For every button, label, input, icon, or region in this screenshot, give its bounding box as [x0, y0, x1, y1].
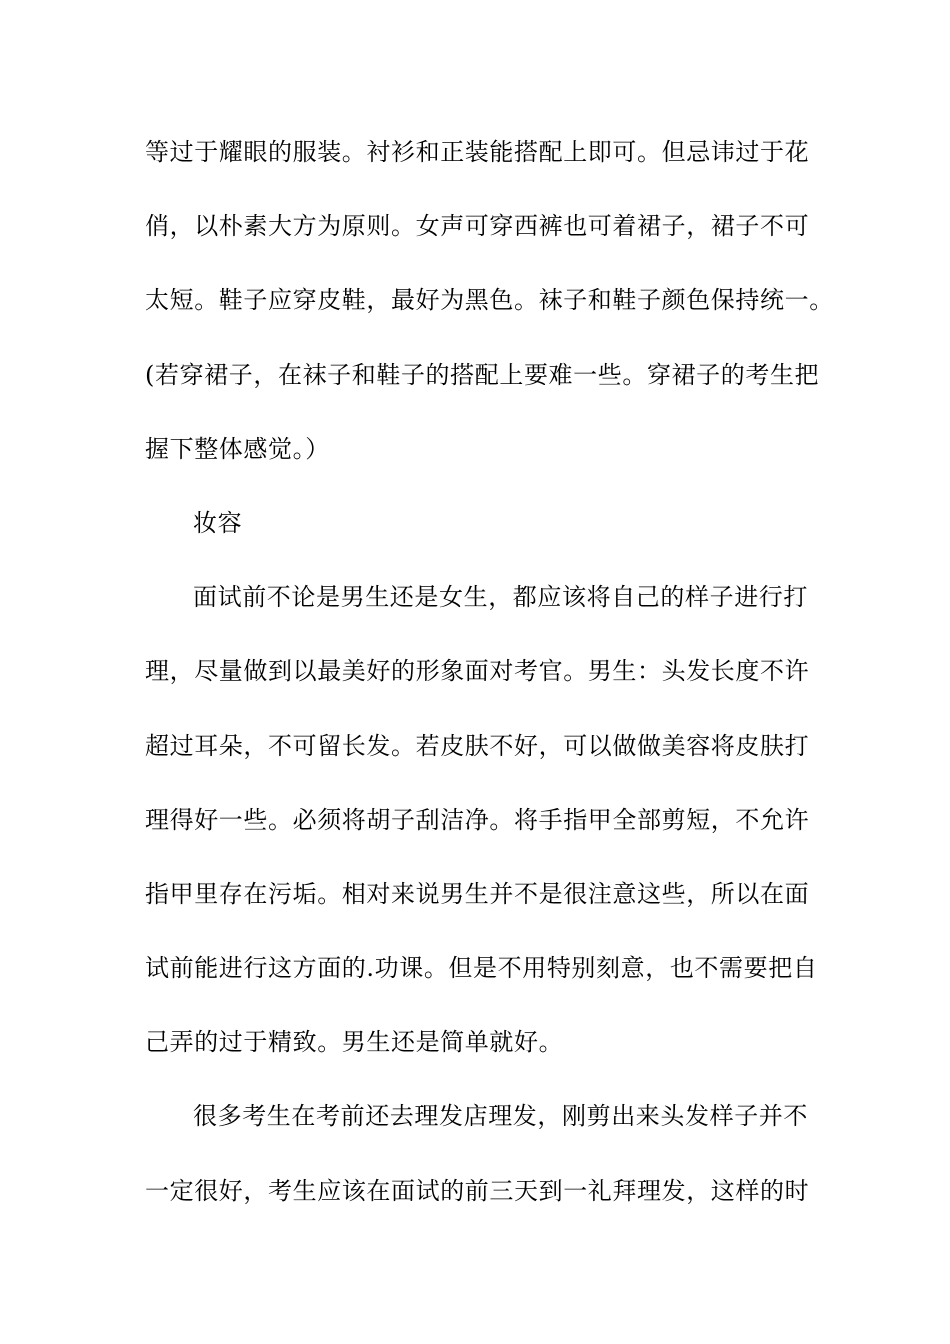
- text-line: 面试前不论是男生还是女生，都应该将自己的样子进行打: [193, 583, 808, 612]
- text-line: 超过耳朵，不可留长发。若皮肤不好，可以做做美容将皮肤打: [145, 731, 810, 760]
- text-line: 理，尽量做到以最美好的形象面对考官。男生：头发长度不许: [145, 657, 810, 686]
- text-line: 很多考生在考前还去理发店理发，刚剪出来头发样子并不: [193, 1102, 808, 1131]
- text-line: 太短。鞋子应穿皮鞋，最好为黑色。袜子和鞋子颜色保持统一。: [145, 286, 834, 315]
- text-line: (若穿裙子，在袜子和鞋子的搭配上要难一些。穿裙子的考生把: [145, 360, 820, 389]
- body-text: [145, 128, 834, 1241]
- text-line: 指甲里存在污垢。相对来说男生并不是很注意这些，所以在面: [145, 879, 810, 908]
- text-line: 等过于耀眼的服装。衬衫和正装能搭配上即可。但忌讳过于花: [145, 138, 810, 166]
- text-line: 己弄的过于精致。男生还是简单就好。: [145, 1028, 564, 1057]
- text-line: 试前能进行这方面的.功课。但是不用特别刻意，也不需要把自: [145, 954, 818, 983]
- section-heading: 妆容: [193, 508, 243, 537]
- text-line: 一定很好，考生应该在面试的前三天到一礼拜理发，这样的时: [145, 1176, 810, 1205]
- text-line: 握下整体感觉。）: [145, 434, 330, 463]
- text-line: 理得好一些。必须将胡子刮洁净。将手指甲全部剪短，不允许: [145, 805, 810, 834]
- text-line: 俏，以朴素大方为原则。女声可穿西裤也可着裙子，裙子不可: [145, 212, 810, 241]
